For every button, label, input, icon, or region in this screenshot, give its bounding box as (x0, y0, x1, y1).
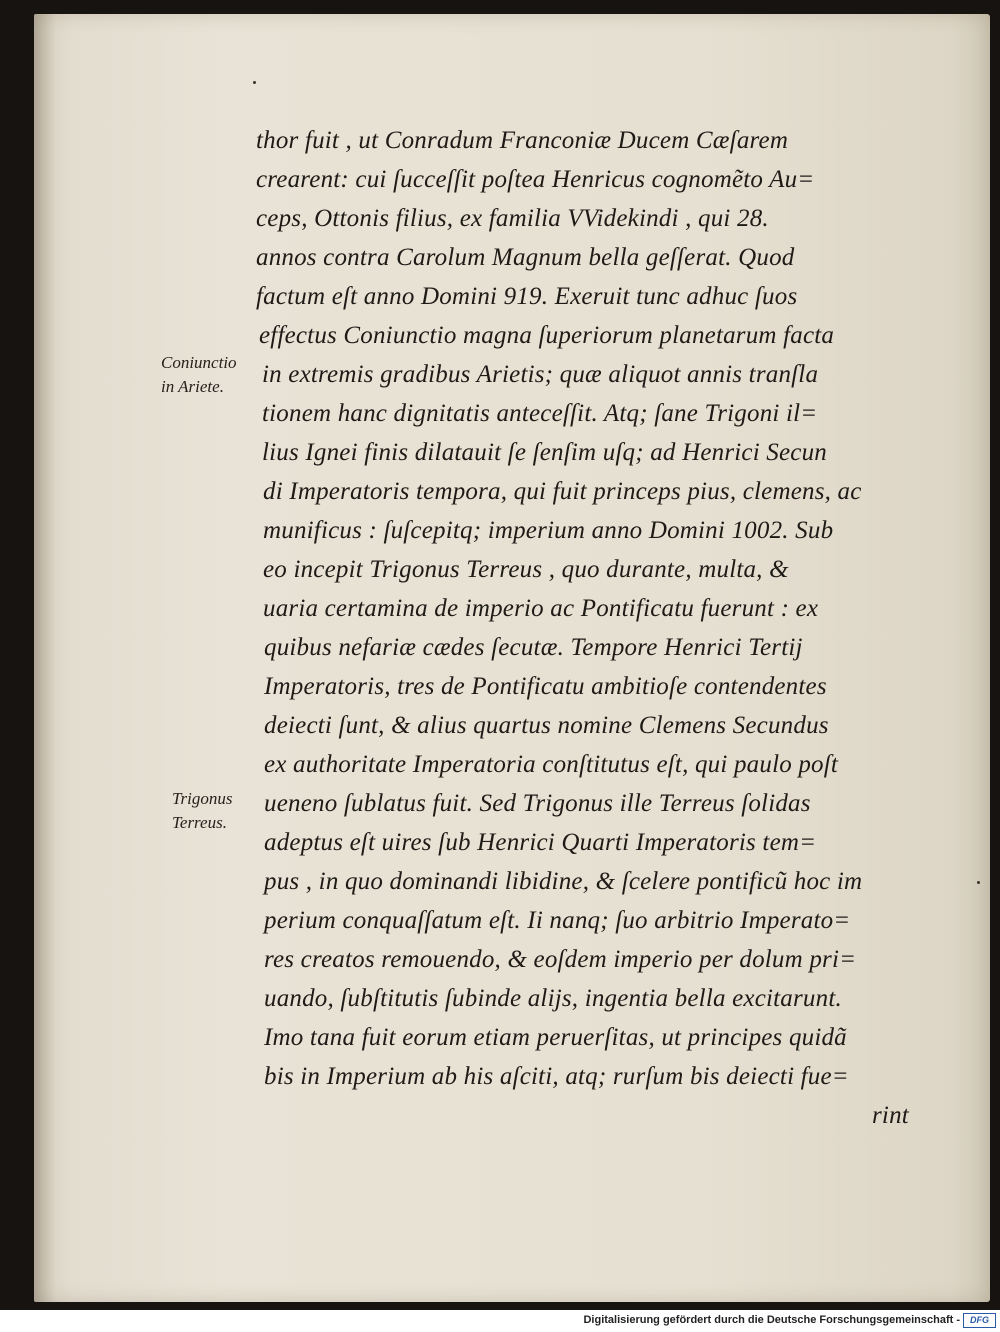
text-line: lius Ignei finis dilatauit ſe ſenſim uſq; ad Henrici Secun (262, 439, 827, 466)
text-line: uaria certamina de imperio ac Pontificatu fuerunt : ex (263, 595, 819, 622)
text-line: effectus Coniunctio magna ſuperiorum planetarum facta (259, 322, 835, 349)
text-line: deiecti ſunt, & alius quartus nomine Clemens Secundus (264, 712, 829, 739)
text-line: perium conquaſſatum eſt. Ii nanq; ſuo arbitrio Imperato= (264, 907, 851, 934)
text-line: quibus nefariæ cædes ſecutæ. Tempore Henrici Tertij (264, 634, 803, 661)
text-line: bis in Imperium ab his aſciti, atq; rurſum bis deiecti fue= (264, 1063, 849, 1090)
margin-note-coniunctio-line1: Coniunctio (161, 353, 237, 372)
margin-note-trigonus-line2: Terreus. (172, 813, 227, 832)
text-line: uando, ſubſtitutis ſubinde alijs, ingentia bella excitarunt. (264, 985, 842, 1012)
catchword: rint (872, 1102, 909, 1129)
margin-note-coniunctio-line2: in Ariete. (161, 377, 224, 396)
text-line: ueneno ſublatus fuit. Sed Trigonus ille Terreus ſolidas (264, 790, 811, 817)
text-line: pus , in quo dominandi libidine, & ſcelere pontificũ hoc im (264, 868, 863, 895)
text-line: thor fuit , ut Conradum Franconiæ Ducem Cæſarem (256, 127, 789, 154)
text-line: in extremis gradibus Arietis; quæ aliquot annis tranſla (262, 361, 819, 388)
funding-notice: Digitalisierung gefördert durch die Deutsche Forschungsgemeinschaft - (583, 1314, 960, 1326)
text-line: factum eſt anno Domini 919. Exeruit tunc adhuc ſuos (256, 283, 798, 310)
digitization-footer (0, 1310, 1000, 1332)
text-line: di Imperatoris tempora, qui fuit princeps pius, clemens, ac (263, 478, 862, 505)
ink-speck (253, 81, 256, 84)
text-line: adeptus eſt uires ſub Henrici Quarti Imperatoris tem= (264, 829, 817, 856)
margin-note-trigonus-line1: Trigonus (172, 789, 233, 808)
text-line: annos contra Carolum Magnum bella geſſerat. Quod (256, 244, 795, 271)
dfg-logo: DFG (963, 1313, 996, 1328)
text-line: Imo tana fuit eorum etiam peruerſitas, ut principes quidã (264, 1024, 847, 1051)
text-line: Imperatoris, tres de Pontificatu ambitioſe contendentes (264, 673, 827, 700)
text-line: munificus : ſuſcepitq; imperium anno Domini 1002. Sub (263, 517, 834, 544)
ink-speck (977, 881, 980, 884)
text-line: ex authoritate Imperatoria conſtitutus eſt, qui paulo poſt (264, 751, 839, 778)
text-line: res creatos remouendo, & eoſdem imperio per dolum pri= (264, 946, 857, 973)
text-line: crearent: cui ſucceſſit poſtea Henricus cognomẽto Au= (256, 166, 815, 193)
text-line: ceps, Ottonis filius, ex familia VVidekindi , qui 28. (256, 205, 769, 232)
text-line: tionem hanc dignitatis anteceſſit. Atq; ſane Trigoni il= (262, 400, 818, 427)
text-line: eo incepit Trigonus Terreus , quo durante, multa, & (263, 556, 789, 583)
book-page (34, 14, 990, 1302)
